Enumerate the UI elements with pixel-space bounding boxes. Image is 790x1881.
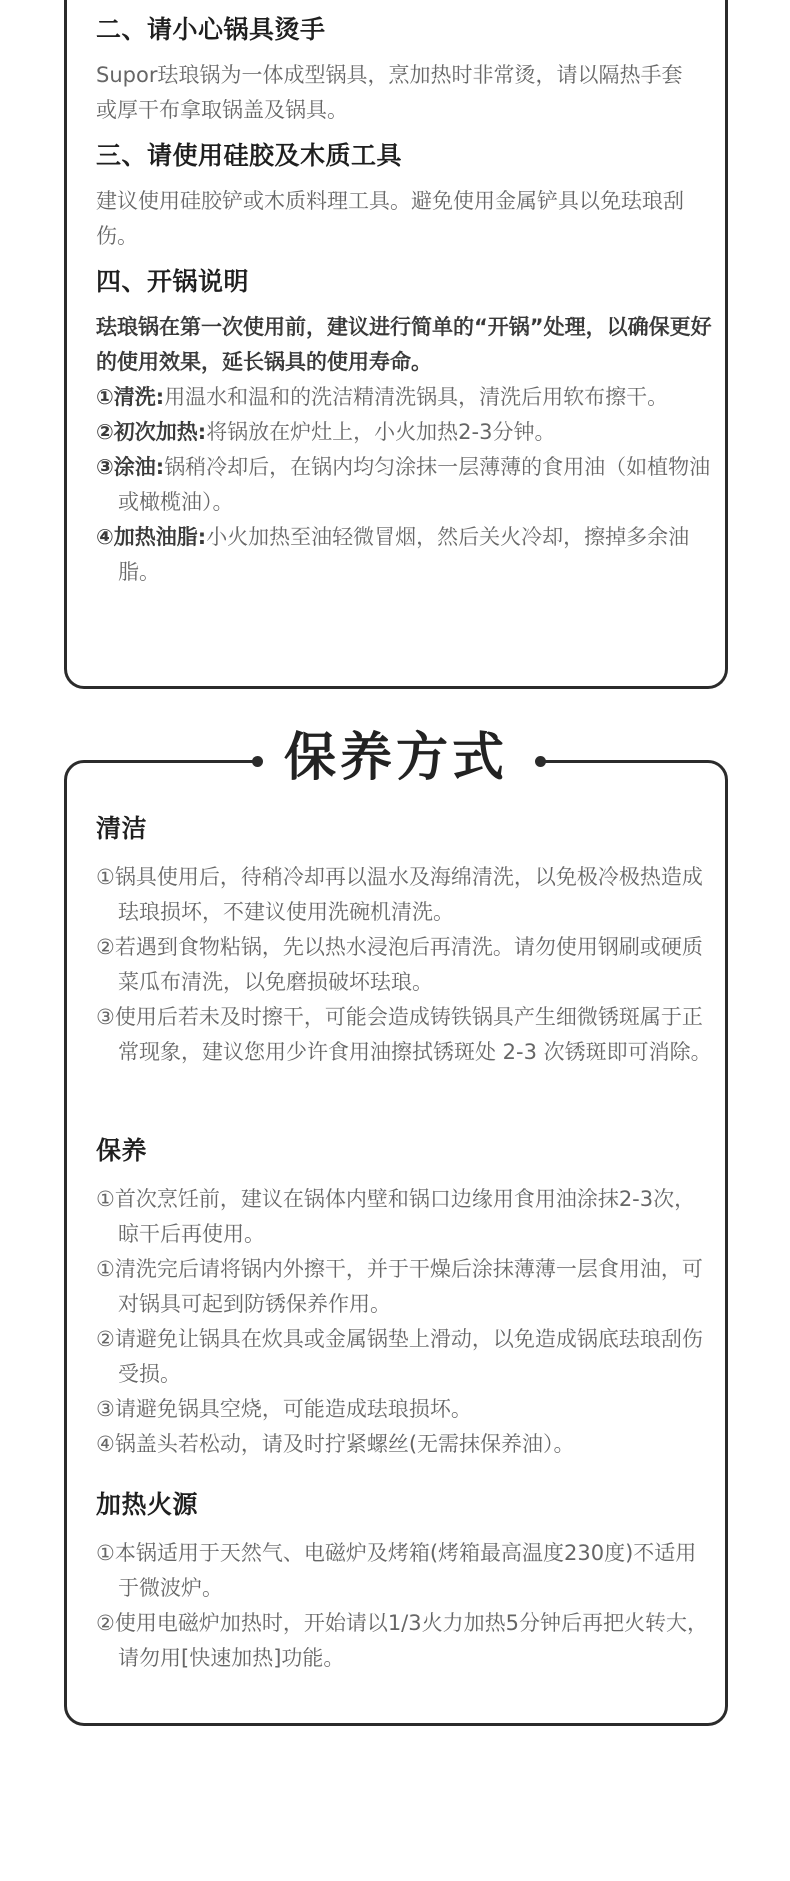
- step-label: 加热油脂:: [113, 525, 207, 549]
- list-item: ①清洗完后请将锅内外擦干，并于干燥后涂抹薄薄一层食用油，可对锅具可起到防锈保养作用。: [96, 1257, 703, 1316]
- subsection-title: 保养: [96, 1136, 148, 1165]
- usage-notes-card: [64, 0, 728, 689]
- list-item: ①首次烹饪前，建议在锅体内壁和锅口边缘用食用油涂抹2-3次，晾干后再使用。: [96, 1187, 696, 1246]
- seasoning-step: [96, 380, 716, 415]
- banner-rule-right: [540, 760, 624, 763]
- care-card: [64, 760, 728, 1726]
- step-label: 涂油:: [113, 455, 165, 479]
- step-num: ④: [96, 525, 114, 549]
- care-banner-title: 保养方式: [283, 728, 508, 788]
- step-label: 初次加热:: [113, 420, 207, 444]
- section-text: Supor珐琅锅为一体成型锅具，烹加热时非常烫，请以隔热手套或厚干布拿取锅盖及锅具。: [96, 63, 683, 122]
- section-text: 建议使用硅胶铲或木质料理工具。避免使用金属铲具以免珐琅刮伤。: [96, 189, 684, 248]
- seasoning-step: [96, 450, 716, 520]
- step-text: 锅稍冷却后，在锅内均匀涂抹一层薄薄的食用油（如植物油或橄榄油）。: [118, 455, 711, 514]
- step-text: 小火加热至油轻微冒烟，然后关火冷却，擦掉多余油脂。: [118, 525, 690, 584]
- section-title: 四、开锅说明: [96, 267, 250, 296]
- list-item: ①锅具使用后，待稍冷却再以温水及海绵清洗，以免极冷极热造成珐琅损坏，不建议使用洗碗机清洗。: [96, 865, 703, 924]
- section-title: 二、请小心锅具烫手: [96, 15, 326, 44]
- seasoning-step: [96, 415, 716, 450]
- list-item: ④锅盖头若松动，请及时拧紧螺丝(无需抹保养油）。: [96, 1432, 575, 1456]
- step-text: 将锅放在炉灶上，小火加热2-3分钟。: [206, 420, 556, 444]
- step-num: ②: [96, 420, 114, 444]
- step-num: ①: [96, 385, 114, 409]
- subsection-title: 加热火源: [96, 1490, 199, 1519]
- list-item: ②请避免让锅具在炊具或金属锅垫上滑动，以免造成锅底珐琅刮伤受损。: [96, 1327, 703, 1386]
- banner-rule-left: [168, 760, 258, 763]
- list-item: ③请避免锅具空烧，可能造成珐琅损坏。: [96, 1397, 472, 1421]
- list-item: ②使用电磁炉加热时，开始请以1/3火力加热5分钟后再把火转大，请勿用[快速加热]功能。: [96, 1611, 708, 1670]
- list-item: ①本锅适用于天然气、电磁炉及烤箱(烤箱最高温度230度)不适用于微波炉。: [96, 1541, 697, 1600]
- subsection-title: 清洁: [96, 814, 148, 843]
- step-text: 用温水和温和的洗洁精清洗锅具，清洗后用软布擦干。: [164, 385, 669, 409]
- seasoning-step: [96, 520, 716, 590]
- list-item: ③使用后若未及时擦干，可能会造成铸铁锅具产生细微锈斑属于正常现象，建议您用少许食用油擦拭锈斑处 2-3 次锈斑即可消除。: [96, 1005, 712, 1064]
- seasoning-intro: 珐琅锅在第一次使用前，建议进行简单的“开锅”处理，以确保更好的使用效果，延长锅具的使用寿命。: [96, 315, 712, 374]
- step-num: ③: [96, 455, 114, 479]
- list-item: ②若遇到食物粘锅，先以热水浸泡后再清洗。请勿使用钢刷或硬质菜瓜布清洗，以免磨损破坏珐琅。: [96, 935, 703, 994]
- section-title: 三、请使用硅胶及木质工具: [96, 141, 403, 170]
- step-label: 清洗:: [113, 385, 165, 409]
